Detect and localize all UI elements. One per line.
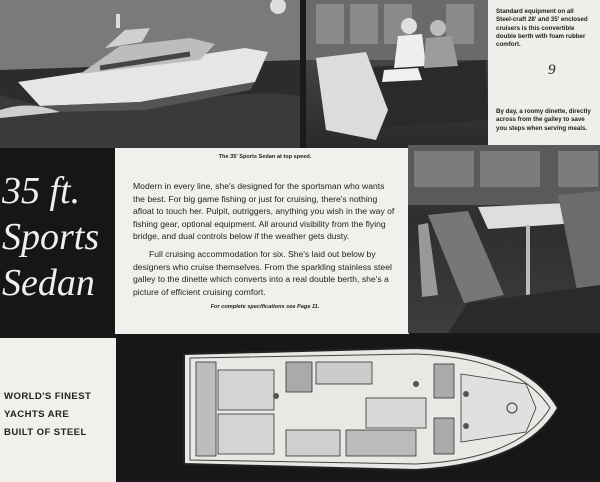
boat-at-speed-photo	[0, 0, 300, 148]
description-paragraph-1: Modern in every line, she's designed for the sportsman who wants the best. For big game fishing or just for cruising, there's nothing afloat to touch her. Pulpit, outriggers, anything you wish in the way of fishing gear, optional equipment. All around visibility from the flying bridge, and dual controls below if the weather gets dusty.	[133, 181, 395, 242]
boat-photo-caption: The 35' Sports Sedan at top speed.	[218, 154, 312, 160]
slogan-line-1: WORLD'S FINEST	[4, 391, 92, 402]
slogan-line-3: BUILT OF STEEL	[4, 427, 87, 438]
page-number: 9	[548, 62, 556, 78]
cabin-berth-illustration	[306, 0, 488, 148]
convertible-berth-photo	[306, 0, 488, 148]
deck-plan-panel	[116, 334, 600, 482]
page-title	[2, 168, 99, 306]
boat-illustration	[0, 0, 300, 148]
description-paragraph-2: Full cruising accommodation for six. She's laid out below by designers who cruise themselves. From the sparkling stainless steel galley to the dinette which converts into a real double berth, she's a picture of efficient cruising comfort.	[133, 248, 392, 297]
title-line-1: 35 ft.	[2, 170, 81, 212]
slogan-line-2: YACHTS ARE	[4, 409, 70, 420]
dinette-photo	[408, 145, 600, 333]
title-line-3: Sedan	[2, 262, 95, 304]
berth-caption: Standard equipment on all Steel-craft 28' and 35' enclosed cruisers is this convertible double berth with foam rubber comfort.	[496, 8, 588, 49]
dinette-illustration	[408, 145, 600, 333]
specifications-note: For complete specifications see Page 11.	[210, 304, 320, 311]
deck-plan-drawing	[116, 334, 600, 482]
dinette-caption: By day, a roomy dinette, directly across from the galley to save you steps when serving meals.	[496, 108, 591, 132]
title-panel	[0, 148, 115, 338]
slogan-panel	[0, 338, 116, 482]
photo-captions-column	[488, 0, 600, 148]
description-block	[115, 148, 409, 334]
title-line-2: Sports	[2, 216, 100, 258]
